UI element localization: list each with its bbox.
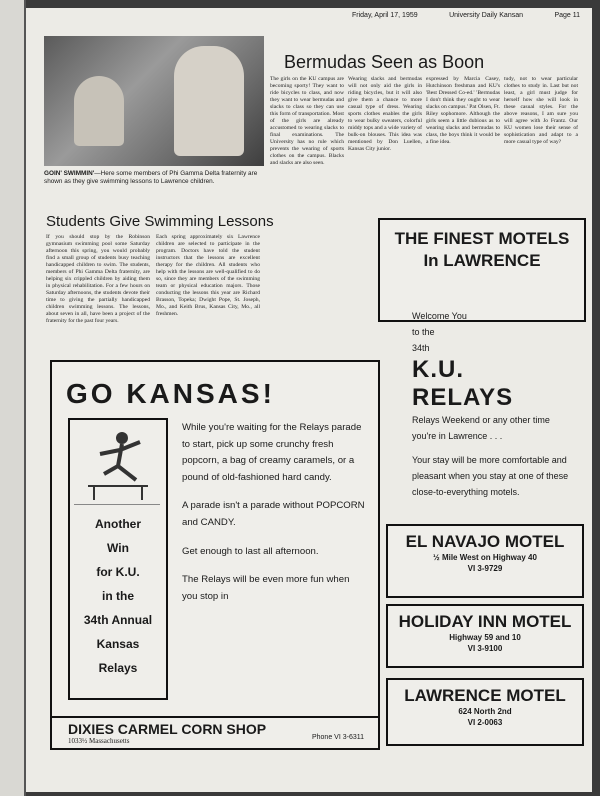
caption-text: —Here some members of Phi Gamma Delta fraternity are shown as they give swimming lessons to Lawrence children.	[44, 170, 258, 185]
bermudas-column-3: expressed by Marcia Casey, Hutchinson freshman and KU's 'Best Dressed Co-ed.' 'Bermudas I don't think they ought to wear slacks on campus.' Pat Olsen, Ft. Riley sophomore. Although the girls seem a little dubious as to wearing slacks and bermudas to class, the boys think it would be a fine idea.	[426, 76, 500, 145]
swim-headline: Students Give Swimming Lessons	[46, 213, 274, 230]
motels-welcome	[412, 308, 572, 508]
copy-paragraph: A parade isn't a parade without POPCORN and CANDY.	[182, 500, 365, 528]
swim-column-2: Each spring approximately six Lawrence children are selected to participate in the program. Doctors have told the student instructors that the lessons are excellent therapy for the children. All students who help with the lessons are well-qualified to do so, since they are members of the swimming team or physical education majors. Those conducting the lessons this year are Richard Brasson, Topeka; Dwight Pope, St. Joseph, Mo., and Keith Brus, Kansas City, Mo., all freshmen.	[156, 234, 260, 317]
adjacent-page-edge	[0, 0, 26, 796]
motel-name: LAWRENCE MOTEL	[404, 686, 566, 705]
go-kansas-ad	[50, 360, 380, 750]
swimming-photo	[44, 36, 264, 166]
motel-el-navajo	[386, 524, 584, 598]
header-paper: University Daily Kansan	[449, 12, 523, 19]
go-kansas-title: GO KANSAS!	[66, 378, 275, 409]
hurdler-illustration	[74, 424, 160, 505]
welcome-paragraph: Relays Weekend or any other time you're in Lawrence . . .	[412, 415, 550, 441]
motel-location: Highway 59 and 10	[449, 633, 521, 642]
motel-location: ½ Mile West on Highway 40	[433, 553, 537, 562]
relays-line: for K.U.	[96, 565, 140, 579]
copy-paragraph: Get enough to last all afternoon.	[182, 545, 319, 557]
motel-phone: VI 2-0063	[467, 718, 503, 727]
newspaper-page	[26, 8, 592, 792]
page-header	[352, 12, 580, 19]
motel-phone: VI 3-9100	[467, 644, 503, 653]
relays-line: Another	[95, 517, 141, 531]
store-name: DIXIES CARMEL CORN SHOP	[68, 721, 267, 737]
header-page: Page 11	[554, 12, 580, 19]
go-kansas-footer	[52, 716, 378, 748]
relays-line: Win	[107, 541, 129, 555]
swim-column-1: If you should stop by the Robinson gymnasium swimming pool some Saturday afternoon this spring, you would probably find a small group of students busy teaching handicapped children to swim. The students, members of Phi Gamma Delta fraternity, are helping six crippled children by aiding them in physical rehabilitation. For a few hours on Saturday afternoons, the students devote their time to giving the partially handicapped children swimming lessons. The lessons, about seven in all, have been a project of the fraternity for the past four years.	[46, 234, 150, 324]
motel-holiday-inn	[386, 604, 584, 668]
relays-title: K.U. RELAYS	[412, 356, 514, 411]
copy-paragraph: While you're waiting for the Relays parade to start, pick up some crunchy fresh popcorn, a bag of creamy caramels, or a pound of old-fashioned hard candy.	[182, 422, 362, 483]
store-phone: Phone VI 3-6311	[311, 734, 364, 741]
motel-phone: VI 3-9729	[467, 564, 503, 573]
store-address: 1033½ Massachusetts	[68, 737, 130, 745]
welcome-line: 34th	[412, 343, 430, 353]
relays-line: Relays	[98, 661, 138, 675]
relays-panel	[68, 418, 168, 700]
go-kansas-copy	[182, 420, 366, 617]
welcome-line: Welcome You	[412, 311, 467, 321]
photo-caption	[44, 170, 266, 186]
motels-ad-header	[378, 218, 586, 322]
motel-name: HOLIDAY INN MOTEL	[398, 612, 572, 631]
copy-paragraph: The Relays will be even more fun when you stop in	[182, 574, 350, 602]
motel-lawrence	[386, 678, 584, 746]
caption-lead: GOIN' SWIMMIN'	[44, 170, 95, 177]
header-date: Friday, April 17, 1959	[352, 12, 418, 19]
motels-headline-2: In LAWRENCE	[423, 251, 541, 270]
motels-headline-1: THE FINEST MOTELS	[394, 229, 570, 248]
relays-text	[70, 512, 166, 680]
motel-name: EL NAVAJO MOTEL	[405, 532, 565, 551]
photo-figure-child	[74, 76, 124, 146]
bermudas-column-4: tudy, not to wear particular clothes to study in. Last but not least, a girl must judge for herself how she will look in these casual styles. For the above reasons, I am sure you will agree with Jo Frantz. Our KU women lose their sense of sophistication and adapt to a more casual type of way?	[504, 76, 578, 145]
motel-location: 624 North 2nd	[458, 707, 512, 716]
relays-line: Kansas	[96, 637, 140, 651]
photo-figure-student	[174, 46, 244, 156]
relays-line: in the	[102, 589, 134, 603]
relays-line: 34th Annual	[83, 613, 153, 627]
bermudas-column-1: The girls on the KU campus are becoming sporty! They want to ride bicycles to class, and now they want to wear bermudas and slacks to class so they can use this form of transportation. Most of the girls are already accustomed to wearing slacks to final examinations. The University has no rule which prevents the wearing of sports clothes on the campus. Blacks and slacks are also seen.	[270, 76, 344, 166]
welcome-line: to the	[412, 327, 435, 337]
bermudas-column-2: Wearing slacks and bermudas will not only aid the girls in riding bicycles, but it will also give them a chance to more casual type of dress. Wearing sports clothes enables the girls to wear bulky sweaters, colorful middy tops and a wide variety of bulk-on blouses. This idea was mentioned by Don Luellen, Kansas City junior.	[348, 76, 422, 152]
welcome-paragraph: Your stay will be more comfortable and pleasant when you stay at one of these close-to-everything motels.	[412, 455, 569, 497]
motels-headline	[380, 228, 584, 272]
bermudas-headline: Bermudas Seen as Boon	[284, 52, 485, 72]
